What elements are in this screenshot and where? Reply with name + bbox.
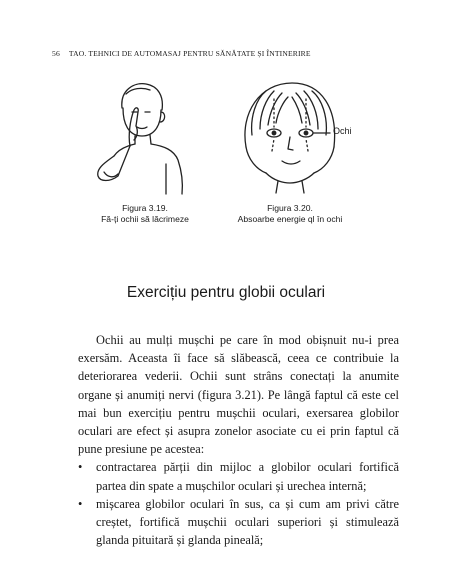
figure-3-19-number: Figura 3.19.: [122, 203, 168, 213]
running-header: [52, 49, 412, 58]
figure-3-19-illustration: [92, 80, 188, 195]
figure-3-20-number: Figura 3.20.: [267, 203, 313, 213]
figure-3-19-text: Fă-ți ochii să lăcrimeze: [101, 214, 189, 224]
body-text: [78, 331, 399, 549]
figure-3-20-illustration: [226, 77, 366, 195]
figure-3-19-caption: [85, 203, 205, 225]
figure-3-20-text: Absoarbe energie ql în ochi: [237, 214, 343, 224]
page-number: 56: [52, 49, 60, 58]
bullet-list: [78, 458, 399, 549]
list-item: • contractarea părții din mijloc a globilor oculari fortifică partea din spate a mușchilor oculari și urechea internă;: [78, 458, 399, 494]
section-title: Exercițiu pentru globii oculari: [126, 284, 326, 301]
running-title: TAO. TEHNICI DE AUTOMASAJ PENTRU SĂNĂTATE ȘI ÎNTINERIRE: [68, 49, 311, 58]
intro-paragraph: Ochii au mulți mușchi pe care în mod obișnuit nu-i prea exersăm. Aceasta îi face să slăbească, ceea ce contribuie la deteriorarea vederii. Ochii sunt strâns conectați la anumite organe și anumiți nervi (figura 3.21). Pe lângă faptul că este cel mai bun exercițiu pentru mușchii oculari, exersarea globilor oculari are efect și asupra zonelor asociate cu ei prin faptul că pune presiune pe acestea:: [78, 333, 399, 457]
list-item: • mișcarea globilor oculari în sus, ca și cum am privi către creștet, fortifică mușchii oculari superiori și stimulează glanda pituitară și glanda pineală;: [78, 495, 399, 550]
figure-3-20-caption: [220, 203, 360, 225]
eye-label: Ochi: [333, 126, 352, 136]
